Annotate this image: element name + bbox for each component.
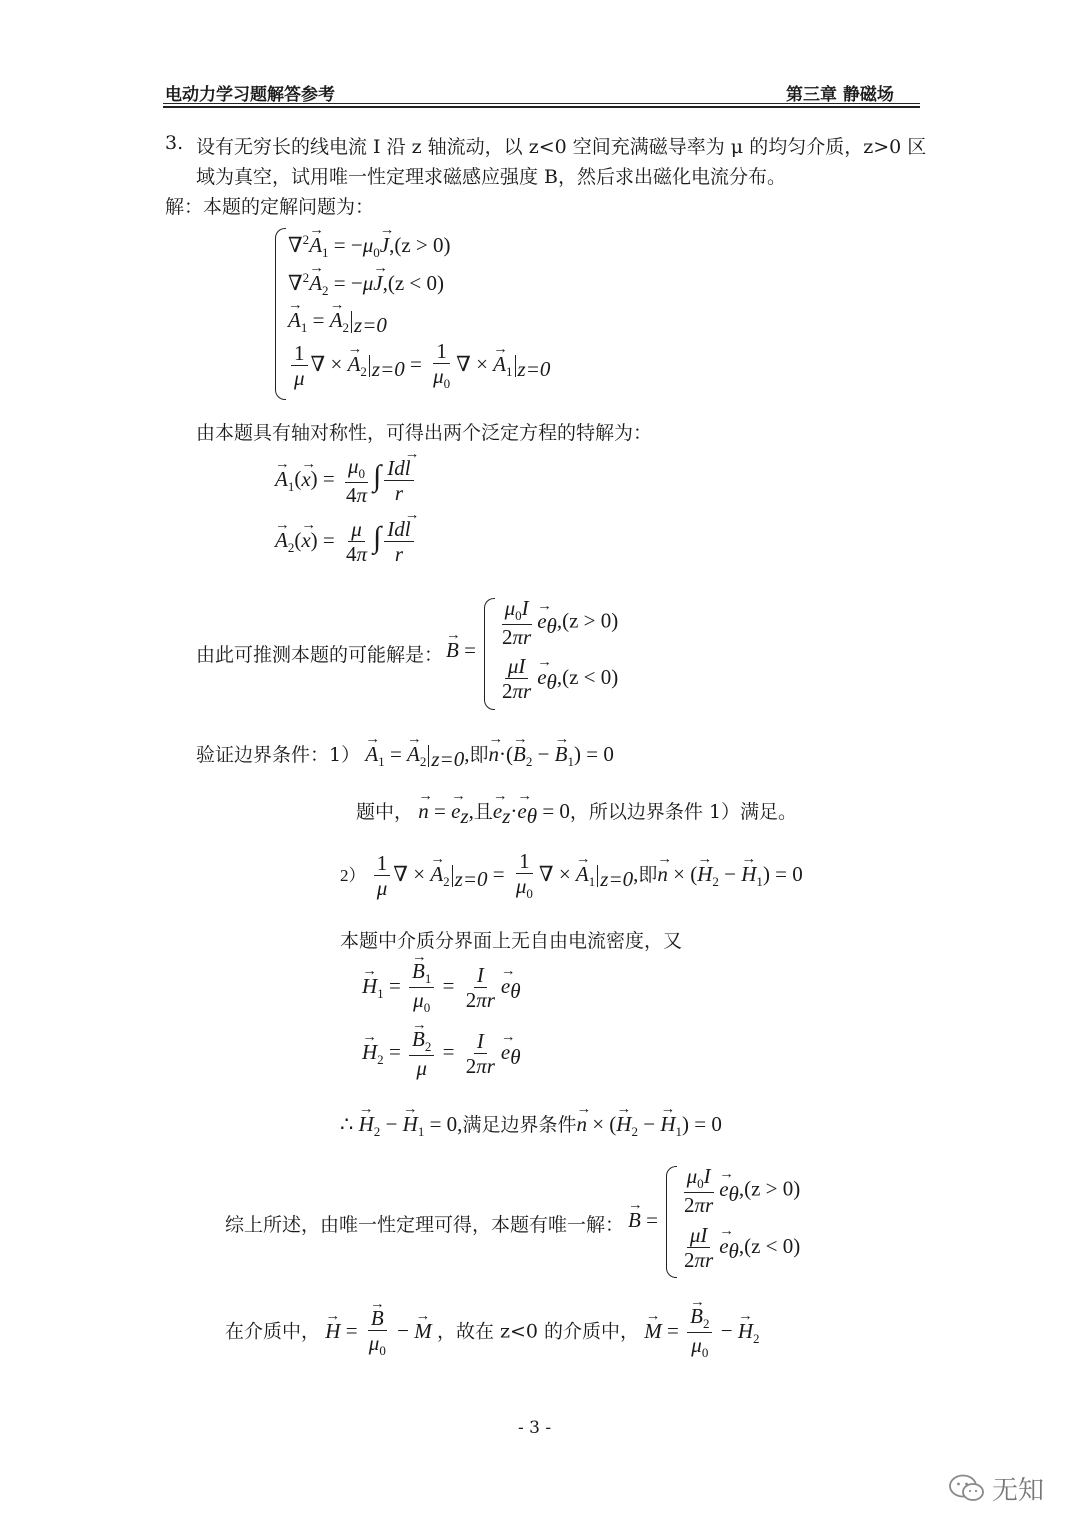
watermark-text: 无知 <box>992 1476 1045 1506</box>
header-title: 电动力学习题解答参考 <box>165 85 335 105</box>
no-free-current-text: 本题中介质分界面上无自由电流密度，又 <box>340 930 683 952</box>
case-cond-gt: (z > 0) <box>562 608 619 633</box>
header-chapter: 第三章 静磁场 <box>786 85 894 105</box>
final-cond-lt: (z < 0) <box>744 1233 801 1258</box>
eq-cond-1: (z > 0) <box>394 233 451 257</box>
eq-b-label-2: → B = <box>628 1208 658 1233</box>
eq-laplace-a2: $\nabla^2\to A_2 = -\mu\to J,(z < 0)$ <box>288 270 444 299</box>
therefore-text: 满足边界条件 <box>462 1115 577 1136</box>
system-brace <box>275 228 286 400</box>
eq-h1: → $H_1$ = → $\frac{B_1}{\mu_0}$ = $\frac{I}{2\pi r}$ → $e_\theta$ <box>362 960 521 1016</box>
verify-line: 验证边界条件：$1) \to A_1$ = → $A_2$ $_{z=0}$,即→ $n\cdot(\to B_2$ − → $B_1) = 0$ <box>196 740 614 772</box>
eq-a1-solution: → $A_1(\to x)$ = $\frac{\mu_0}{4\pi}$ ∫ $\frac{Id\to l}{r}$ <box>275 455 417 507</box>
possible-text: 由此可推测本题的可能解是： <box>196 644 444 666</box>
topic-text-a: 题中， <box>356 801 414 823</box>
eq-b-case-1: $\frac{\mu_0I}{2\pi r}$ → $e_\theta,(z > 0)$ <box>496 597 618 649</box>
page-number: - 3 - <box>518 1418 552 1438</box>
topic-line: 题中， → n = → $e_z$,且→ $e_z\cdot\to e_\theta = 0$，所以边界条件 1）满足。 <box>356 797 797 829</box>
verify-text: 验证边界条件：1） <box>196 744 361 766</box>
eq-b-label-1: → B = <box>446 638 476 663</box>
and-text: 且 <box>473 802 493 823</box>
solution-intro: 解：本题的定解问题为： <box>165 196 375 218</box>
header-rule-thick <box>163 106 920 108</box>
symmetry-text: 由本题具有轴对称性，可得出两个泛定方程的特解为： <box>196 422 653 444</box>
medium-line: 在介质中， → H = → $\frac{B}{\mu_0}$ − → M ，故在 z<0 的介质中， → M = → $\frac{B_2}{\mu_0}$ − → $H_2$ <box>225 1305 760 1361</box>
verify-eq0: = 0 <box>586 742 614 766</box>
verify-2-line: 2） $\frac{1}{\mu}$ ∇ × → $A_2$ $_{z=0}$ = $\frac{1}{\mu_0}$ ∇ × → $A_1$ $_{z=0}$,即→ n × (→ $H_2$ − → $H_1) = 0$ <box>340 850 803 902</box>
watermark <box>948 1470 1044 1507</box>
medium-text-b: ，故在 z<0 的介质中， <box>436 1320 640 1343</box>
b-brace-2 <box>666 1166 677 1278</box>
therefore-line: ∴ → $H_2$ − → $H_1 = 0$,满足边界条件→ n × (→ $H_2$ − → $H_1) = 0$ <box>340 1110 722 1140</box>
b-brace-1 <box>484 598 495 710</box>
eq-b-final-2: $\frac{\mu I}{2\pi r}$ → $e_\theta,(z < 0)$ <box>678 1224 800 1272</box>
topic-text-b: ，所以边界条件 1）满足。 <box>569 801 798 823</box>
eq-bc-a: → $A_1$ = → $A_2$ $_{z=0}$ <box>288 308 387 338</box>
summary-text: 综上所述，由唯一性定理可得，本题有唯一解： <box>225 1214 625 1236</box>
eq-cond-2: (z < 0) <box>387 271 444 295</box>
eq-bc-curl: $\frac{1}{\mu}$ ∇ × → $A_2$ $_{z=0}$ = $\frac{1}{\mu_0}$ ∇ × → $A_1$ $_{z=0}$ <box>288 340 550 392</box>
wechat-icon <box>948 1473 986 1505</box>
verify-then-2: 即 <box>638 864 658 886</box>
problem-line-2: 域为真空，试用唯一性定理求磁感应强度 B，然后求出磁化电流分布。 <box>196 166 787 188</box>
medium-text-a: 在介质中， <box>225 1320 321 1343</box>
eq-laplace-a1: $\nabla^2\to A_1 = -\mu_0\to J,(z > 0)$ <box>288 232 451 261</box>
verify-then: 即 <box>469 745 489 766</box>
problem-number: 3. <box>165 132 184 154</box>
two-label: 2） <box>340 865 366 885</box>
final-cond-gt: (z > 0) <box>744 1176 801 1201</box>
eq-bc-sub: z=0 <box>354 313 387 338</box>
eq-b-final-1: $\frac{\mu_0I}{2\pi r}$ → $e_\theta,(z > 0)$ <box>678 1165 800 1217</box>
header-rule <box>163 103 920 104</box>
eq-b-case-2: $\frac{\mu I}{2\pi r}$ → $e_\theta,(z < 0)$ <box>496 655 618 703</box>
eq-h2: → $H_2$ = → $\frac{B_2}{\mu}$ = $\frac{I}{2\pi r}$ → $e_\theta$ <box>362 1028 521 1080</box>
problem-line-1: 设有无穷长的线电流 I 沿 z 轴流动，以 z<0 空间充满磁导率为 μ 的均匀介质，z>0 区 <box>196 136 927 158</box>
eq-a2-solution: → $A_2(\to x)$ = $\frac{\mu}{4\pi}$ ∫ $\frac{Id\to l}{r}$ <box>275 518 417 566</box>
case-cond-lt: (z < 0) <box>562 664 619 689</box>
